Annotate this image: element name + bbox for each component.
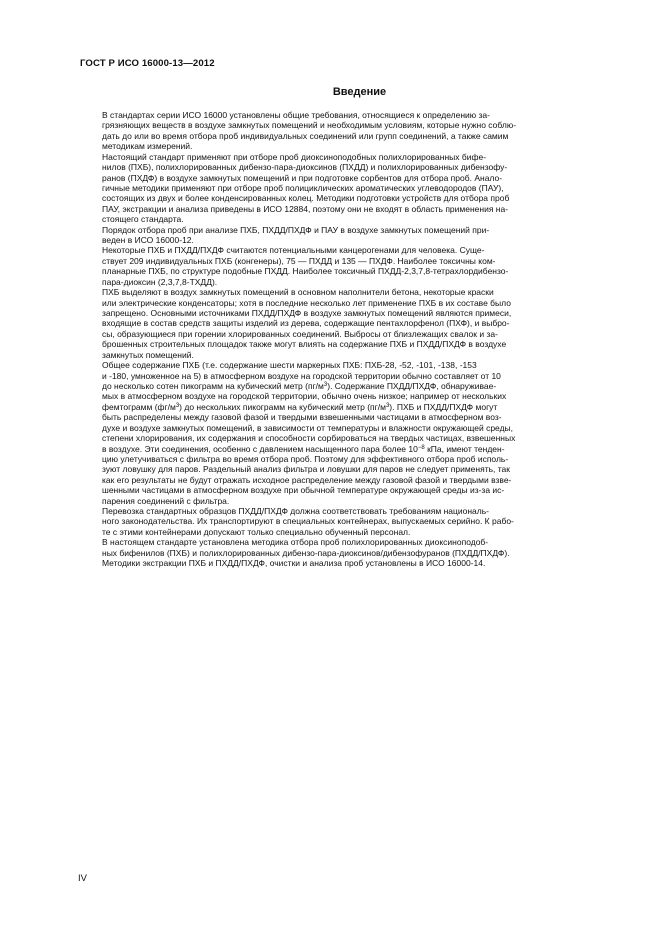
paragraph-carcinogens: Некоторые ПХБ и ПХДД/ПХДФ считаются потенциальными канцерогенами для человека. Суще- ствует 209 индивидуальных ПХБ (конгенеры), 75 — ПХДД и 135 — ПХДФ. Наиболее токсичны ком- планарные ПХБ, по структуре подобные ПХДД. Наиболее токсичный ПХДД-2,3,7,8-тетрахлордибензо- пара-диоксин (2,3,7,8-ТХДД). <box>102 245 509 287</box>
section-title: Введение <box>332 86 387 98</box>
paragraph-transport: Перевозка стандартных образцов ПХДД/ПХДФ должна соответствовать требованиям националь- ного законодательства. Их транспортируют в специальных контейнерах, выпускаемых серийно. К рабо- те с этими контейнерами допускают только специально обученный персонал. <box>102 506 514 537</box>
document-body <box>78 110 588 569</box>
paragraph-sampling-reference: Порядок отбора проб при анализе ПХБ, ПХДД/ПХДФ и ПАУ в воздухе замкнутых помещений при- веден в ИСО 16000-12. <box>102 224 490 246</box>
document-code: ГОСТ Р ИСО 16000-13—2012 <box>80 58 215 69</box>
page-number: IV <box>78 872 87 883</box>
paragraph-sources: ПХБ выделяют в воздух замкнутых помещений в основном наполнители бетона, некоторые краски или электрические конденсаторы; хотя в последние несколько лет применение ПХБ в их составе было запрещено. Основными источниками ПХДД/ПХДФ в воздухе замкнутых помещений являются примеси, входящие в состав средств защиты изделий из дерева, содержащие пентахлорфенол (ПХФ), и выбро- сы, образующиеся при горении хлорированных соединений. Выбросы от близлежащих свалок и за- брошенных строительных площадок также могут влиять на содержание ПХБ и ПХДД/ПХДФ в воздухе замкнутых помещений. <box>102 287 512 360</box>
paragraph-scope: Настоящий стандарт применяют при отборе проб диоксиноподобных полихлорированных бифе- нилов (ПХБ), полихлорированных дибензо-пара-диоксинов (ПХДД) и полихлорированных дибензофу- ранов (ПХДФ) в воздухе замкнутых помещений и при подготовке сорбентов для отбора проб. Анало- гичные методики применяют при отборе проб полициклических ароматических углеводородов (ПАУ), состоящих из двух и более конденсированных колец. Методики подготовки устройств для отбора проб ПАУ, экстракции и анализа приведены в ИСО 12884, поэтому они не входят в область применения на- стоящего стандарта. <box>102 151 510 225</box>
paragraph-intro-series: В стандартах серии ИСО 16000 установлены общие требования, относящиеся к определению за- грязняющих веществ в воздухе замкнутых помещений и необходимым условиям, которые нужно соблю- дать до или во время отбора проб индивидуальных соединений или групп соединений, а также самим методикам измерений. <box>102 110 517 152</box>
paragraph-concentrations: Общее содержание ПХБ (т.е. содержание шести маркерных ПХБ: ПХБ-28, -52, -101, -138, -153 и -180, умноженное на 5) в атмосферном воздухе на городской территории обычно составляет от 10 до несколько сотен пикограмм на кубический метр $(пг/м^3)$. Содержание ПХДД/ПХДФ, обнаруживае- мых в атмосферном воздухе на городской территории, обычно очень низкое; например от нескольких фемтограмм $(фг/м^3)$ до нескольких пикограмм на кубический метр $(пг/м^3)$. ПХБ и ПХДД/ПХДФ могут быть распределены между газовой фазой и твердыми взвешенными частицами в атмосферном воз- духе и воздухе замкнутых помещений, в зависимости от температуры и влажности окружающей среды, степени хлорирования, их содержания и способности сорбироваться на твердых частицах, взвешенных в воздухе. Эти соединения, особенно с давлением насыщенного пара более $10^{-8}$ кПа, имеют тенден- цию улетучиваться с фильтра во время отбора проб. Поэтому для эффективного отбора проб исполь- зуют ловушку для паров. Раздельный анализ фильтра и ловушки для паров не следует применять, так как его результаты не будут отражать исходное распределение между газовой фазой и твердыми взве- шенными частицами в атмосферном воздухе при обычной температуре окружающей среды из-за ис- парения соединений с фильтра. <box>102 360 516 506</box>
paragraph-method: В настоящем стандарте установлена методика отбора проб полихлорированных диоксиноподоб- ных бифенилов (ПХБ) и полихлорированных дибензо-пара-диоксинов/дибензофуранов (ПХДД/ПХДФ). Методики экстракции ПХБ и ПХДД/ПХДФ, очистки и анализа проб установлены в ИСО 16000-14. <box>102 537 510 569</box>
